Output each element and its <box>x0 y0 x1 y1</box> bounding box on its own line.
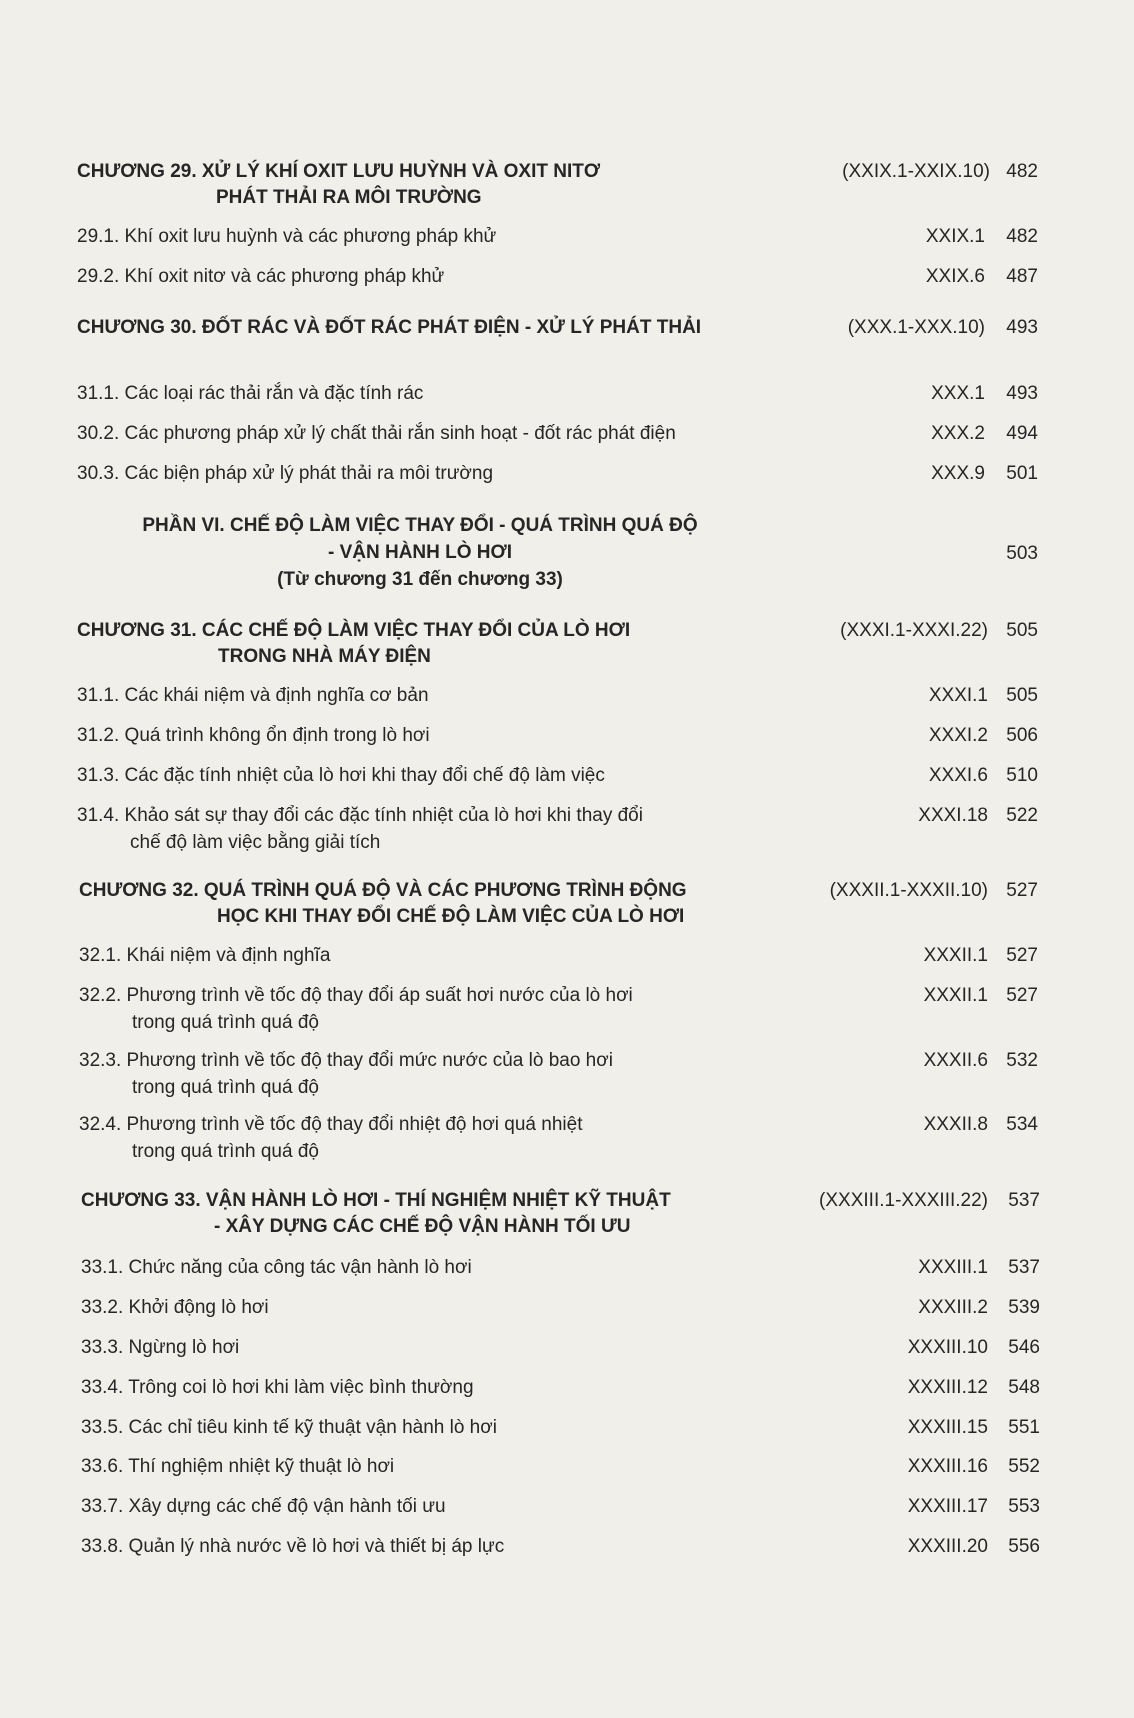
toc-ref: XXX.2 <box>931 423 985 444</box>
toc-page-number: 501 <box>1006 463 1038 484</box>
toc-page-number: 539 <box>1008 1297 1040 1318</box>
toc-page-number: 494 <box>1006 423 1038 444</box>
chapter-title: CHƯƠNG 32. QUÁ TRÌNH QUÁ ĐỘ VÀ CÁC PHƯƠNG TRÌNH ĐỘNG <box>79 880 687 901</box>
toc-part-6 <box>100 512 740 593</box>
toc-ref: XXXII.1 <box>923 985 988 1006</box>
toc-ref: XXXII.1 <box>923 945 988 966</box>
toc-section-title: 29.2. Khí oxit nitơ và các phương pháp khử <box>77 266 445 287</box>
toc-ref: (XXXII.1-XXXII.10) <box>829 880 988 901</box>
toc-page-number: 553 <box>1008 1496 1040 1517</box>
chapter-title-cont: - XÂY DỰNG CÁC CHẾ ĐỘ VẬN HÀNH TỐI ƯU <box>214 1216 631 1237</box>
toc-page-number: 551 <box>1008 1417 1040 1438</box>
toc-section-title: 33.7. Xây dựng các chế độ vận hành tối ưu <box>81 1496 446 1517</box>
chapter-title-cont: TRONG NHÀ MÁY ĐIỆN <box>218 646 431 667</box>
toc-ref: XXXI.6 <box>928 765 988 786</box>
section-title-cont: chế độ làm việc bằng giải tích <box>130 832 381 853</box>
section-title: 32.2. Phương trình về tốc độ thay đổi áp suất hơi nước của lò hơi <box>79 985 633 1006</box>
chapter-title: CHƯƠNG 29. XỬ LÝ KHÍ OXIT LƯU HUỲNH VÀ OXIT NITƠ <box>77 161 601 182</box>
section-title: 31.4. Khảo sát sự thay đổi các đặc tính nhiệt của lò hơi khi thay đổi <box>77 805 643 826</box>
toc-page-number: 546 <box>1008 1337 1040 1358</box>
toc-page-number: 556 <box>1008 1536 1040 1557</box>
toc-section-title: 33.6. Thí nghiệm nhiệt kỹ thuật lò hơi <box>81 1456 395 1477</box>
section-title-cont: trong quá trình quá độ <box>132 1141 319 1162</box>
toc-page-number: 527 <box>1006 985 1038 1006</box>
toc-section-title: 31.3. Các đặc tính nhiệt của lò hơi khi thay đổi chế độ làm việc <box>77 765 605 786</box>
chapter-title: CHƯƠNG 33. VẬN HÀNH LÒ HƠI - THÍ NGHIỆM NHIỆT KỸ THUẬT <box>81 1190 671 1211</box>
toc-ref: XXX.9 <box>931 463 985 484</box>
toc-page-number: 522 <box>1006 805 1038 826</box>
toc-section-title: 30.2. Các phương pháp xử lý chất thải rắn sinh hoạt - đốt rác phát điện <box>77 423 676 444</box>
toc-page-number: 537 <box>1008 1190 1040 1211</box>
toc-page-number: 506 <box>1006 725 1038 746</box>
toc-ref: XXXIII.16 <box>907 1456 988 1477</box>
toc-ref: XXXI.18 <box>918 805 988 826</box>
section-title: 32.3. Phương trình về tốc độ thay đổi mức nước của lò bao hơi <box>79 1050 613 1071</box>
toc-page-number: 534 <box>1006 1114 1038 1135</box>
toc-page-number: 482 <box>1006 161 1038 182</box>
toc-section-title: 31.1. Các khái niệm và định nghĩa cơ bản <box>77 685 429 706</box>
toc-page-number: 487 <box>1006 266 1038 287</box>
toc-ref: XXXIII.12 <box>907 1377 988 1398</box>
toc-page-number: 505 <box>1006 685 1038 706</box>
toc-section-title: 29.1. Khí oxit lưu huỳnh và các phương pháp khử <box>77 226 497 247</box>
toc-ref: XXX.1 <box>931 383 985 404</box>
toc-section-title: 33.1. Chức năng của công tác vận hành lò hơi <box>81 1257 472 1278</box>
toc-page-number: 527 <box>1006 880 1038 901</box>
toc-ref: (XXXIII.1-XXXIII.22) <box>819 1190 988 1211</box>
toc-section-title: 33.2. Khởi động lò hơi <box>81 1297 269 1318</box>
toc-page-number: 503 <box>1006 543 1038 564</box>
toc-section-title: 33.5. Các chỉ tiêu kinh tế kỹ thuật vận hành lò hơi <box>81 1417 497 1438</box>
toc-ref: (XXX.1-XXX.10) <box>847 317 985 338</box>
toc-page-number: 527 <box>1006 945 1038 966</box>
toc-ref: XXXI.2 <box>928 725 988 746</box>
toc-ref: XXXIII.10 <box>907 1337 988 1358</box>
toc-section-title: 32.1. Khái niệm và định nghĩa <box>79 945 331 966</box>
section-title: 32.4. Phương trình về tốc độ thay đổi nhiệt độ hơi quá nhiệt <box>79 1114 583 1135</box>
toc-ref: XXXII.8 <box>923 1114 988 1135</box>
toc-ref: XXXIII.20 <box>907 1536 988 1557</box>
toc-section-title: 30.3. Các biện pháp xử lý phát thải ra môi trường <box>77 463 494 484</box>
part-subtitle: (Từ chương 31 đến chương 33) <box>277 569 563 590</box>
toc-ref: XXXIII.1 <box>918 1257 988 1278</box>
toc-page-number: 493 <box>1006 317 1038 338</box>
toc-section-title: 31.2. Quá trình không ổn định trong lò hơi <box>77 725 430 746</box>
toc-page-number: 537 <box>1008 1257 1040 1278</box>
toc-section-title: 33.4. Trông coi lò hơi khi làm việc bình thường <box>81 1377 474 1398</box>
chapter-title-cont: PHÁT THẢI RA MÔI TRƯỜNG <box>216 187 482 208</box>
toc-page-number: 493 <box>1006 383 1038 404</box>
toc-page-number: 532 <box>1006 1050 1038 1071</box>
toc-page-number: 510 <box>1006 765 1038 786</box>
toc-page-number: 482 <box>1006 226 1038 247</box>
toc-page-number: 505 <box>1006 620 1038 641</box>
section-title-cont: trong quá trình quá độ <box>132 1012 319 1033</box>
toc-ref: XXXII.6 <box>923 1050 988 1071</box>
toc-page-number: 552 <box>1008 1456 1040 1477</box>
toc-page-number: 548 <box>1008 1377 1040 1398</box>
toc-section-title: 31.1. Các loại rác thải rắn và đặc tính rác <box>77 383 424 404</box>
section-title-cont: trong quá trình quá độ <box>132 1077 319 1098</box>
toc-ref: XXXIII.2 <box>918 1297 988 1318</box>
toc-ref: XXIX.1 <box>925 226 985 247</box>
chapter-title: CHƯƠNG 31. CÁC CHẾ ĐỘ LÀM VIỆC THAY ĐỔI CỦA LÒ HƠI <box>77 620 631 641</box>
toc-ref: (XXXI.1-XXXI.22) <box>840 620 988 641</box>
toc-ref: XXXIII.17 <box>907 1496 988 1517</box>
toc-ref: XXIX.6 <box>925 266 985 287</box>
toc-section-title: 33.8. Quản lý nhà nước về lò hơi và thiết bị áp lực <box>81 1536 505 1557</box>
part-title: PHẦN VI. CHẾ ĐỘ LÀM VIỆC THAY ĐỔI - QUÁ TRÌNH QUÁ ĐỘ <box>142 515 698 536</box>
toc-ref: XXXI.1 <box>928 685 988 706</box>
chapter-title-cont: HỌC KHI THAY ĐỔI CHẾ ĐỘ LÀM VIỆC CỦA LÒ HƠI <box>217 906 685 927</box>
toc-ref: (XXIX.1-XXIX.10) <box>842 161 990 182</box>
toc-ref: XXXIII.15 <box>907 1417 988 1438</box>
toc-chapter-30: CHƯƠNG 30. ĐỐT RÁC VÀ ĐỐT RÁC PHÁT ĐIỆN - XỬ LÝ PHÁT THẢI <box>77 317 702 338</box>
toc-section-title: 33.3. Ngừng lò hơi <box>81 1337 240 1358</box>
part-title-cont: - VẬN HÀNH LÒ HƠI <box>327 542 513 563</box>
